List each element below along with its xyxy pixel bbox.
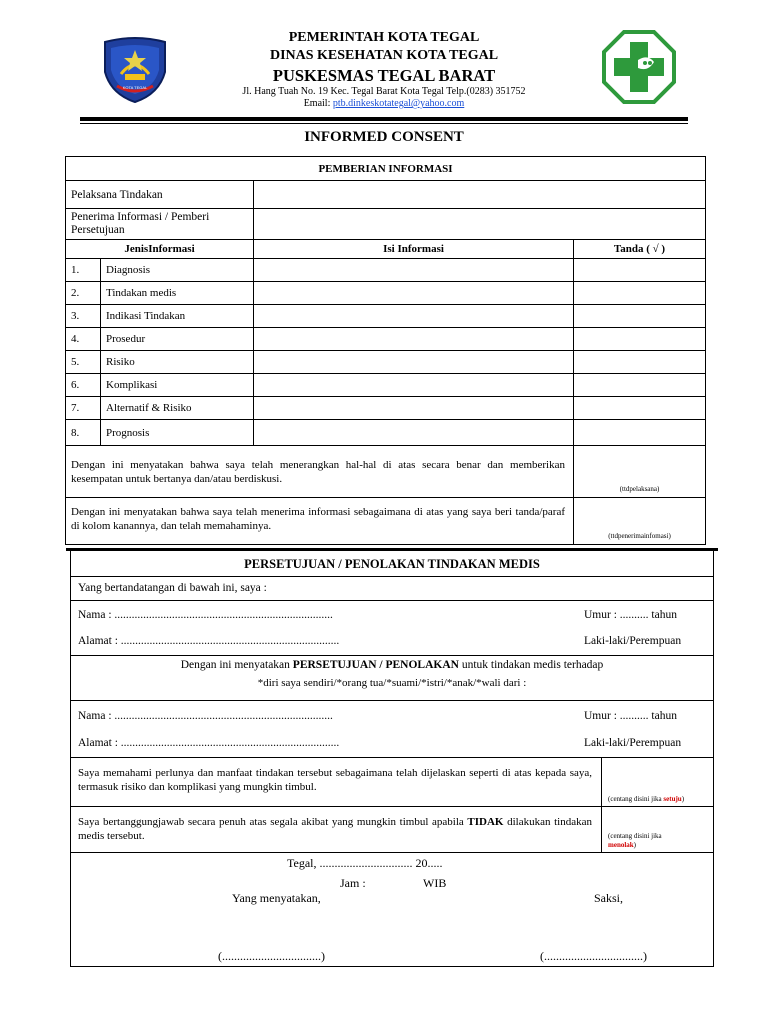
isi-field[interactable] xyxy=(254,328,574,351)
row-number: 3. xyxy=(66,305,101,328)
row-number: 7. xyxy=(66,397,101,420)
refuse-note xyxy=(608,832,708,850)
row-number: 6. xyxy=(66,374,101,397)
header-government: PEMERINTAH KOTA TEGAL xyxy=(288,30,480,45)
signature-penerima-caption: (ttdpenerimainfomasi) xyxy=(608,532,671,540)
place-date-field[interactable]: Tegal, ............................... 20..... xyxy=(287,856,443,870)
penerima-label xyxy=(66,209,254,240)
understand-statement: Saya memahami perlunya dan manfaat tindakan tersebut sebagaimana telah dijelaskan seperti di atas kepada saya, termasuk risiko dan komplikasi yang mungkin timbul. xyxy=(78,767,592,793)
declaration-post: untuk tindakan medis terhadap xyxy=(458,659,604,671)
agree-note-red: setuju xyxy=(663,795,682,803)
declaration-bold: PERSETUJUAN / PENOLAKAN xyxy=(292,659,459,671)
tanda-field[interactable] xyxy=(574,282,706,305)
signature-penerima-cell[interactable] xyxy=(574,498,706,545)
isi-field[interactable] xyxy=(254,397,574,420)
header-address: Jl. Hang Tuah No. 19 Kec. Tegal Barat Kota Tegal Telp.(0283) 351752 xyxy=(242,86,526,97)
row-number: 5. xyxy=(66,351,101,374)
consent-section-title: PERSETUJUAN / PENOLAKAN TINDAKAN MEDIS xyxy=(244,557,540,571)
divider xyxy=(70,852,714,853)
responsible-bold: TIDAK xyxy=(467,816,504,828)
isi-field[interactable] xyxy=(254,282,574,305)
row-number: 2. xyxy=(66,282,101,305)
tanda-field[interactable] xyxy=(574,351,706,374)
penerima-label-line2: Persetujuan xyxy=(71,224,125,236)
isi-field[interactable] xyxy=(254,259,574,282)
row-number: 4. xyxy=(66,328,101,351)
jam-label: Jam : xyxy=(340,876,366,890)
table-row xyxy=(66,328,706,351)
row-label: Tindakan medis xyxy=(101,282,254,305)
refuse-note-pre: (centang disini jika xyxy=(608,832,662,840)
header-department: DINAS KESEHATAN KOTA TEGAL xyxy=(269,48,499,63)
row-label: Indikasi Tindakan xyxy=(101,305,254,328)
table-row xyxy=(66,282,706,305)
document-title: INFORMED CONSENT xyxy=(304,129,464,145)
responsible-text-1: Saya bertanggungjawab secara penuh atas segala akibat yang mungkin timbul apabila xyxy=(78,816,464,828)
table-row xyxy=(66,420,706,446)
row-label: Komplikasi xyxy=(101,374,254,397)
wib-label: WIB xyxy=(423,876,447,890)
tanda-field[interactable] xyxy=(574,305,706,328)
signature-left[interactable]: (.................................) xyxy=(218,949,325,963)
gender-field-2[interactable]: Laki-laki/Perempuan xyxy=(584,737,682,749)
statement-penerima xyxy=(66,498,574,545)
gender-field[interactable]: Laki-laki/Perempuan xyxy=(584,635,682,647)
header-puskesmas: PUSKESMAS TEGAL BARAT xyxy=(272,66,496,85)
divider xyxy=(70,600,714,601)
responsible-text-2: dilakukan tindakan medis tersebut. xyxy=(78,816,592,842)
information-table xyxy=(65,156,706,545)
agree-note xyxy=(608,795,684,803)
umur-field-2[interactable]: Umur : .......... tahun xyxy=(584,710,677,722)
declaration-pre: Dengan ini menyatakan xyxy=(180,659,293,671)
divider xyxy=(70,576,714,577)
signature-right[interactable]: (.................................) xyxy=(540,949,647,963)
tanda-field[interactable] xyxy=(574,374,706,397)
row-label: Prognosis xyxy=(101,420,254,446)
consent-intro: Yang bertandatangan di bawah ini, saya : xyxy=(78,582,267,594)
row-label: Alternatif & Risiko xyxy=(101,397,254,420)
row-number: 8. xyxy=(66,420,101,446)
divider xyxy=(70,700,714,701)
refuse-note-post: ) xyxy=(633,841,637,849)
pelaksana-field[interactable] xyxy=(254,181,706,209)
header-rule-thick xyxy=(80,117,688,121)
info-section-title: PEMBERIAN INFORMASI xyxy=(66,157,706,181)
isi-field[interactable] xyxy=(254,351,574,374)
isi-field[interactable] xyxy=(254,305,574,328)
umur-field[interactable]: Umur : .......... tahun xyxy=(584,609,677,621)
penerima-label-line1: Penerima Informasi / Pemberi xyxy=(71,211,210,223)
divider xyxy=(70,655,714,656)
isi-field[interactable] xyxy=(254,420,574,446)
refuse-note-red: menolak xyxy=(608,841,634,849)
table-row xyxy=(66,374,706,397)
table-row xyxy=(66,259,706,282)
declaration-line1 xyxy=(70,659,714,671)
emblem-caption: KOTA TEGAL xyxy=(122,85,148,90)
table-row xyxy=(66,305,706,328)
stating-label: Yang menyatakan, xyxy=(232,891,321,905)
tanda-field[interactable] xyxy=(574,259,706,282)
col-header-jenis: JenisInformasi xyxy=(66,240,254,259)
signature-pelaksana-cell[interactable] xyxy=(574,446,706,498)
row-label: Diagnosis xyxy=(101,259,254,282)
email-label: Email: xyxy=(303,98,331,109)
row-label: Risiko xyxy=(101,351,254,374)
table-row xyxy=(66,351,706,374)
row-number: 1. xyxy=(66,259,101,282)
signature-pelaksana-caption: (ttdpelaksana) xyxy=(619,485,660,493)
responsible-statement xyxy=(78,815,592,843)
col-header-tanda: Tanda ( √ ) xyxy=(574,240,706,259)
tanda-field[interactable] xyxy=(574,328,706,351)
agree-note-pre: (centang disini jika xyxy=(608,795,664,803)
row-label: Prosedur xyxy=(101,328,254,351)
isi-field[interactable] xyxy=(254,374,574,397)
tanda-field[interactable] xyxy=(574,397,706,420)
table-row xyxy=(66,397,706,420)
alamat-field-2[interactable]: Alamat : ............................................................................ xyxy=(78,737,340,749)
witness-label: Saksi, xyxy=(594,891,624,905)
tanda-field[interactable] xyxy=(574,420,706,446)
statement-penerima-text: Dengan ini menyatakan bahwa saya telah menerima informasi sebagaimana di atas yang saya beri tanda/paraf di kolom kanannya, dan telah memahaminya. xyxy=(71,506,565,532)
pelaksana-label: Pelaksana Tindakan xyxy=(66,181,254,209)
nama-field[interactable]: Nama : ............................................................................ xyxy=(78,609,333,621)
email-link[interactable]: ptb.dinkeskotategal@yahoo.com xyxy=(332,98,465,109)
penerima-field[interactable] xyxy=(254,209,706,240)
col-header-isi: Isi Informasi xyxy=(254,240,574,259)
statement-pelaksana xyxy=(66,446,574,498)
puskesmas-logo xyxy=(602,30,676,104)
alamat-field[interactable]: Alamat : ............................................................................ xyxy=(78,635,340,647)
statement-pelaksana-text: Dengan ini menyatakan bahwa saya telah menerangkan hal-hal di atas secara benar dan memberikan kesempatan untuk bertanya dan/atau berdiskusi. xyxy=(71,458,565,485)
agree-note-post: ) xyxy=(681,795,685,803)
header-rule-thin xyxy=(80,123,688,124)
nama-field-2[interactable]: Nama : ............................................................................ xyxy=(78,710,333,722)
declaration-line2: *diri saya sendiri/*orang tua/*suami/*istri/*anak/*wali dari : xyxy=(257,677,527,689)
